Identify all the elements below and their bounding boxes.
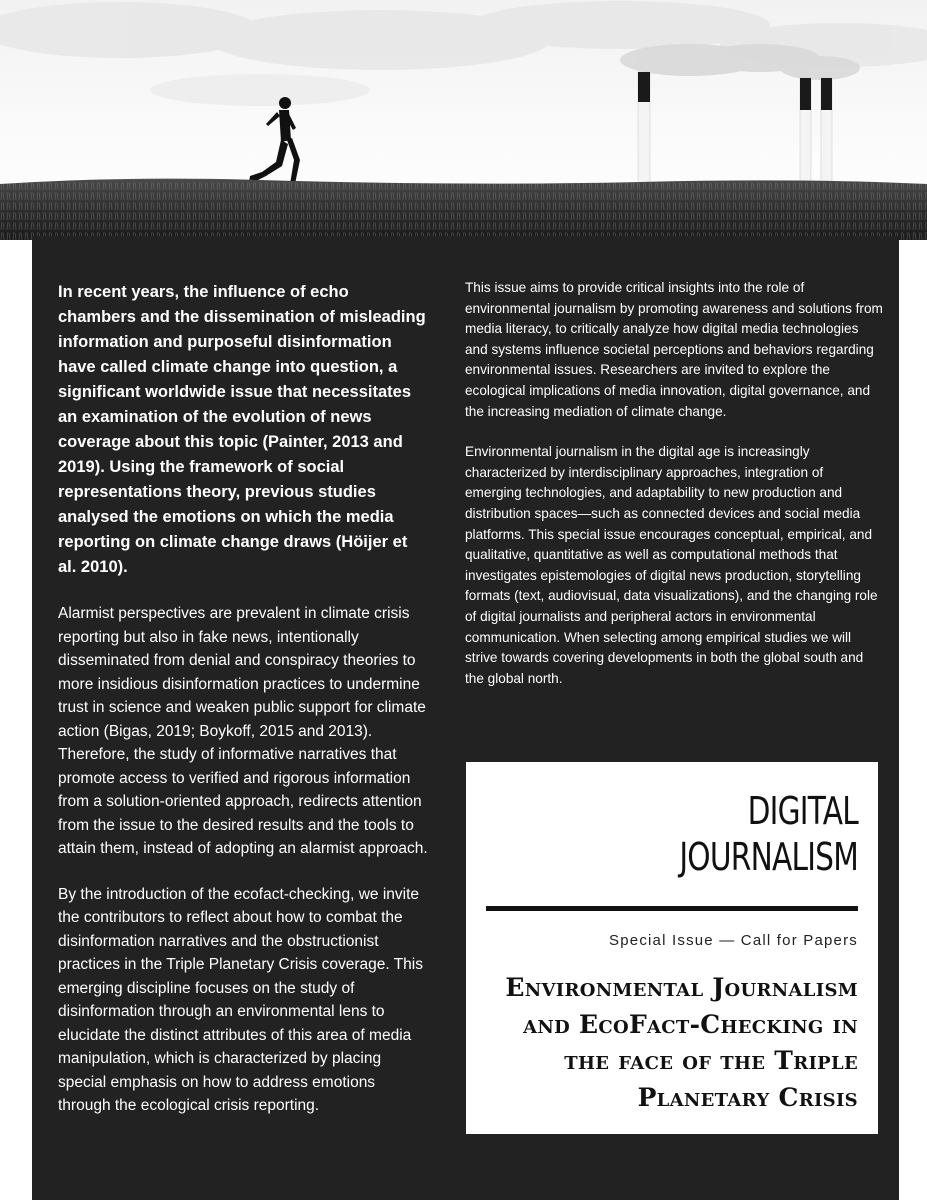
hero-illustration <box>0 0 927 240</box>
body-paragraph-aims: This issue aims to provide critical insights into the role of environmental journalism by promoting awareness and solutions from media literacy, to critically analyze how digital media technologies and systems influence societal perceptions and behaviors regarding environmental issues. Researchers are invited to explore the ecological implications of media innovation, digital governance, and the increasing mediation of climate change. <box>465 280 883 419</box>
journal-name-line-1: DIGITAL <box>747 789 858 833</box>
left-column <box>58 280 430 1140</box>
lead-paragraph: In recent years, the influence of echo chambers and the dissemination of misleading information and purposeful disinformation have called climate change into question, a significant worldwide issue that necessitates an examination of the evolution of news coverage about this topic (Painter, 2013 and 2019). Using the framework of social representations theory, previous studies analysed the emotions on which the media reporting on climate change draws (Höijer et al. 2010). <box>58 283 426 576</box>
issue-title-line: and EcoFact-Checking in <box>523 1009 858 1039</box>
journal-box <box>466 762 878 1134</box>
body-paragraph-digital-age: Environmental journalism in the digital age is increasingly characterized by interdisciplinary approaches, integration of emerging technologies, and adaptability to new production and distribution spaces—such as connected devices and social media platforms. This special issue encourages conceptual, empirical, and qualitative, quantitative as well as computational methods that investigates epistemologies of digital news production, storytelling formats (text, audiovisual, data visualizations), and the changing role of digital journalists and peripheral actors in environmental communication. When selecting among empirical studies we will strive towards covering developments in both the global south and the global north. <box>465 444 878 686</box>
right-column <box>465 278 883 709</box>
special-issue-label: Special Issue — Call for Papers <box>609 932 858 949</box>
issue-title-line: Planetary Crisis <box>637 1082 858 1112</box>
issue-title <box>486 970 858 1116</box>
body-paragraph-ecofact: By the introduction of the ecofact-checking, we invite the contributors to reflect about how to combat the disinformation narratives and the obstructionist practices in the Triple Planetary Crisis coverage. This emerging discipline focuses on the study of disinformation through an environmental lens to elucidate the distinct attributes of this area of media manipulation, which is characterized by placing special emphasis on how to address emotions through the ecological crisis reporting. <box>58 885 423 1114</box>
issue-title-line: the face of the Triple <box>564 1046 858 1075</box>
divider <box>486 906 858 911</box>
journal-name <box>577 788 858 880</box>
body-paragraph-alarmist: Alarmist perspectives are prevalent in climate crisis reporting but also in fake news, intentionally disseminated from denial and conspiracy theories to more insidious disinformation practices to undermine trust in science and weaken public support for climate action (Bigas, 2019; Boykoff, 2015 and 2013). Therefore, the study of informative narratives that promote access to verified and rigorous information from a solution-oriented approach, redirects attention from the issue to the desired results and the tools to attain them, instead of adopting an alarmist approach. <box>58 605 428 857</box>
issue-title-line: Environmental Journalism <box>505 973 858 1002</box>
journal-name-line-2: JOURNALISM <box>679 835 858 879</box>
hero-image <box>0 0 927 240</box>
